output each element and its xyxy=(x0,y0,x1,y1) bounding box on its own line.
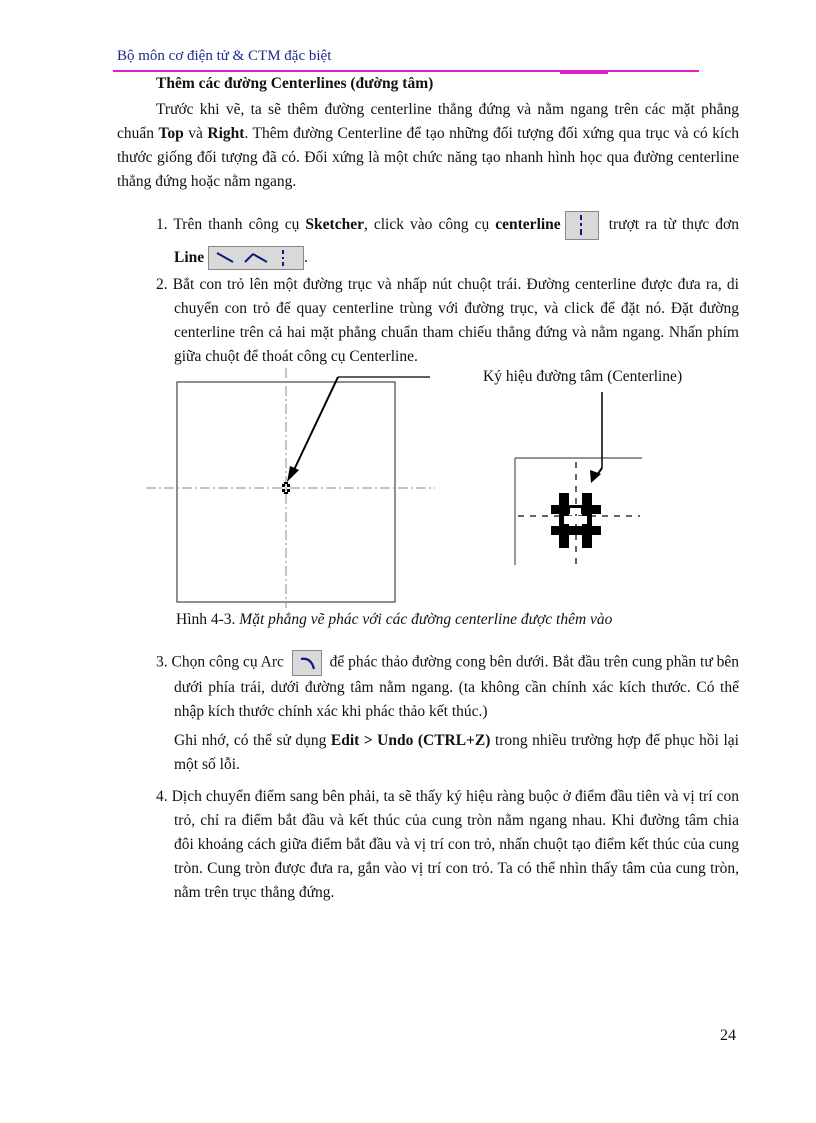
step-2: 2. Bắt con trỏ lên một đường trục và nhấp nút chuột trái. Đường centerline được đưa ra, di chuyển con trỏ để quay centerline trùng với đường trục, và click để đặt nó. Đặt đường centerline trên cả hai mặt phẳng chuẩn tham chiếu thẳng đứng và nằm ngang. Nhấn phím giữa chuột để thoát công cụ Centerline. xyxy=(156,276,739,365)
step1-bold-line: Line xyxy=(174,249,205,266)
arrow-icon xyxy=(293,377,338,472)
step1-text-e: trượt ra từ thực đơn xyxy=(602,216,739,233)
arc-icon xyxy=(292,650,322,676)
step3-text-a: 3. Chọn công cụ Arc xyxy=(156,653,288,671)
step1-text-a: 1. Trên thanh công cụ xyxy=(156,216,306,233)
step1-bold-sketcher: Sketcher xyxy=(305,216,364,233)
intro-paragraph xyxy=(117,98,739,194)
page-number: 24 xyxy=(720,1027,736,1044)
line-flyout-icon xyxy=(208,246,304,270)
note-bold-undo: Edit > Undo (CTRL+Z) xyxy=(330,732,491,749)
centerline-label: Ký hiệu đường tâm (Centerline) xyxy=(483,368,683,385)
undo-note xyxy=(174,729,739,777)
caption-prefix: Hình 4-3. xyxy=(176,611,240,628)
header-rule xyxy=(113,70,699,72)
step1-bold-centerline: centerline xyxy=(495,216,561,233)
caption-text: Mặt phẳng vẽ phác với các đường centerline được thêm vào xyxy=(239,611,613,628)
section-heading: Thêm các đường Centerlines (đường tâm) xyxy=(156,75,434,92)
page-header: Bộ môn cơ điện tử & CTM đặc biệt xyxy=(117,48,332,64)
centerline-icon xyxy=(565,211,599,240)
header-rule-accent xyxy=(560,72,608,74)
intro-bold-right: Right xyxy=(207,125,245,142)
intro-text-1: Trước khi vẽ, ta sẽ thêm đường centerline thẳng đứng và nằm ngang trên các mặt phẳng chuẩn xyxy=(117,101,739,142)
step1-text-c: , click vào công cụ xyxy=(363,216,496,233)
step-3 xyxy=(156,650,739,724)
sketch-figure xyxy=(140,360,660,610)
step-1 xyxy=(156,208,739,274)
note-text-a: Ghi nhớ, có thể sử dụng xyxy=(174,732,331,749)
step3-text-b: để phác thảo đường cong bên dưới. Bắt đầu trên cung phần tư bên dưới phía trái, dưới đường tâm nằm ngang. (ta không cần chính xác kích thước. Có thể nhập kích thước chính xác khi phác thảo kết thúc.) xyxy=(174,653,739,720)
note-text-c: trong nhiều trường hợp để phục hồi lại một số lỗi. xyxy=(174,732,739,773)
intro-text-2: và xyxy=(183,125,208,142)
intro-text-3: . Thêm đường Centerline để tạo những đối tượng đối xứng qua trục và có kích thước giống đối tượng đã có. Đối xứng là một chức năng tạo nhanh hình học qua đường centerline thẳng đứng hoặc nằm ngang. xyxy=(117,125,739,190)
step-4: 4. Dịch chuyển điểm sang bên phải, ta sẽ thấy ký hiệu ràng buộc ở điểm đầu tiên và vị trí con trỏ, chỉ ra điểm bắt đầu và kết thúc của cung tròn nằm ngang nhau. Khi đường tâm chia đôi khoảng cách giữa điểm bắt đầu và vị trí con trỏ, nhấn chuột tạo điểm kết thúc của cung tròn. Cung tròn được đưa ra, gắn vào vị trí con trỏ. Ta có thể nhìn thấy tâm của cung tròn, nằm trên trục thẳng đứng. xyxy=(156,788,739,901)
figure-caption xyxy=(176,611,612,629)
intro-bold-top: Top xyxy=(158,125,184,142)
step1-text-g: . xyxy=(304,249,309,266)
arrow-head xyxy=(287,466,299,482)
